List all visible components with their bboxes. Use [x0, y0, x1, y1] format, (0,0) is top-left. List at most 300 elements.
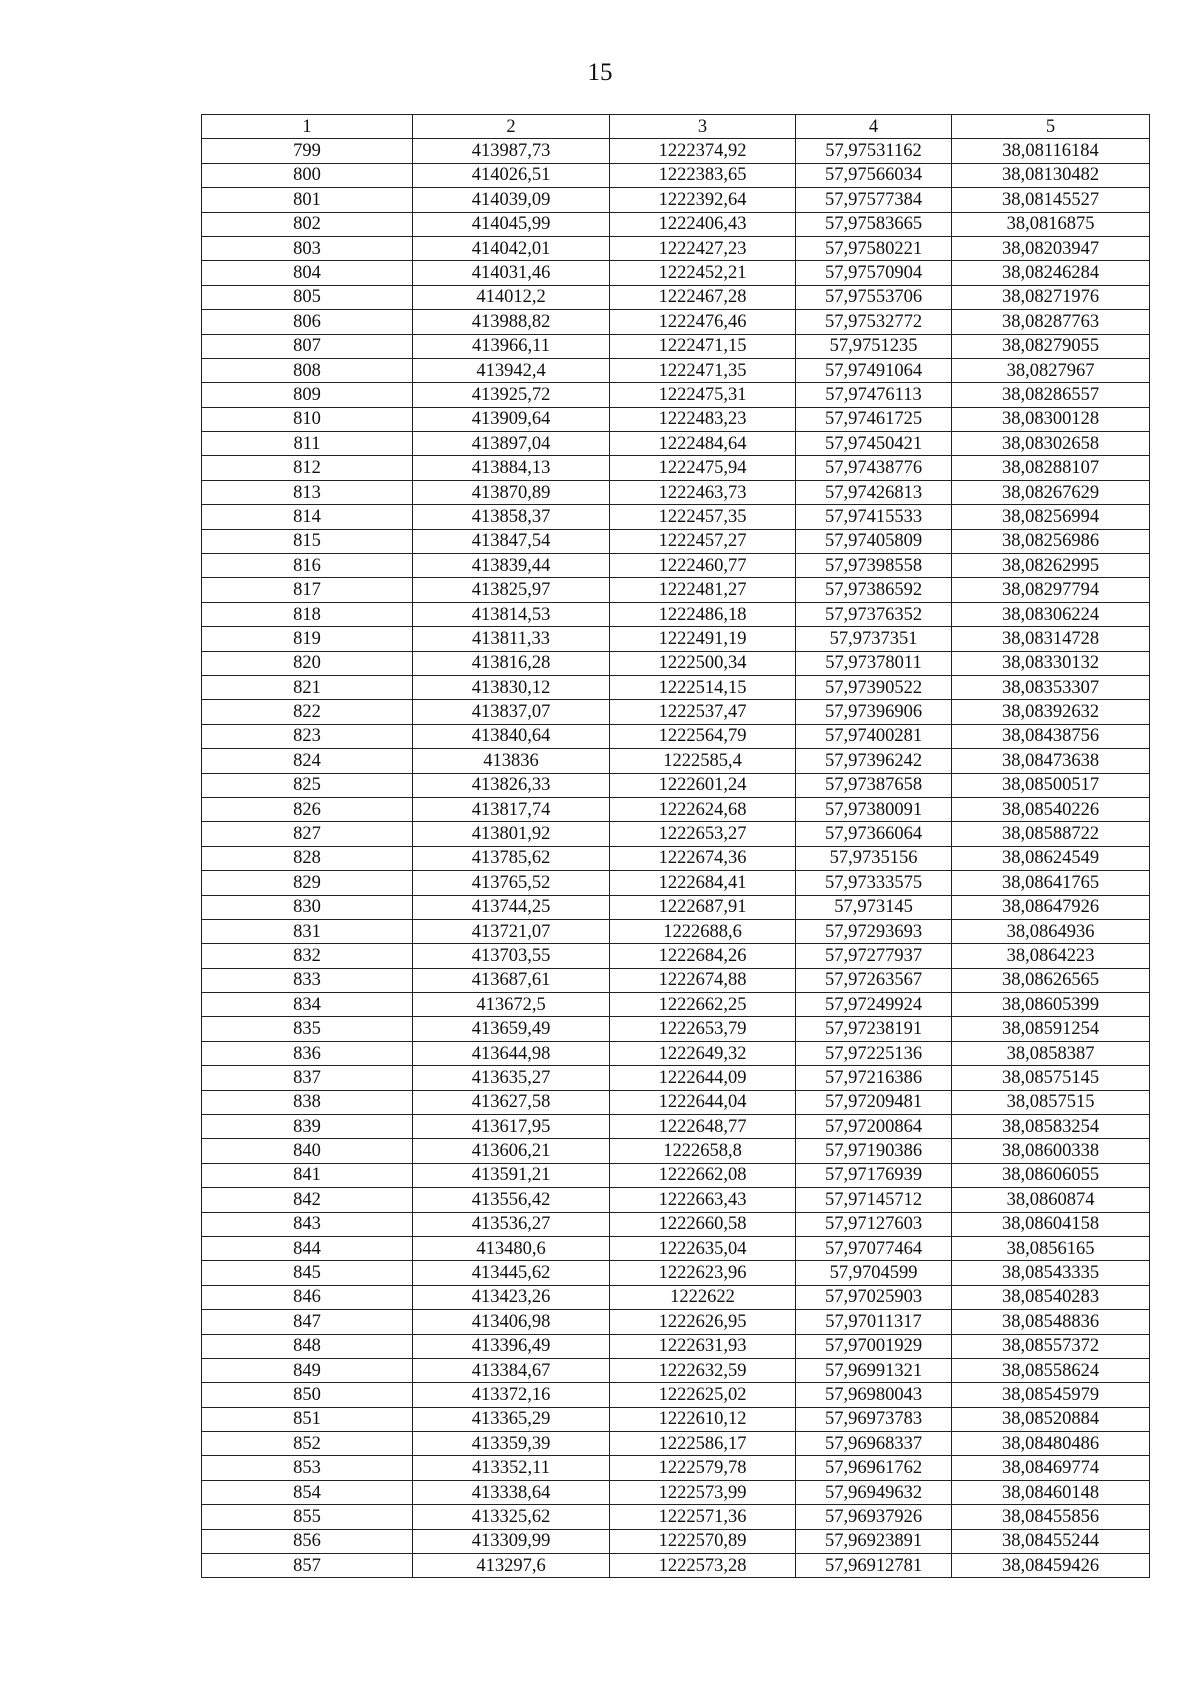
point-number-cell: 849	[202, 1358, 413, 1382]
latitude-cell: 57,9704599	[796, 1261, 952, 1285]
table-row	[202, 1285, 1150, 1309]
x-coordinate-cell: 413840,64	[413, 724, 610, 748]
x-coordinate-cell: 413556,42	[413, 1188, 610, 1212]
x-coordinate-cell: 413591,21	[413, 1163, 610, 1187]
table-row	[202, 334, 1150, 358]
longitude-cell: 38,0864936	[952, 919, 1150, 943]
point-number-cell: 819	[202, 627, 413, 651]
point-number-cell: 804	[202, 261, 413, 285]
table-row	[202, 1407, 1150, 1431]
point-number-cell: 837	[202, 1066, 413, 1090]
latitude-cell: 57,97127603	[796, 1212, 952, 1236]
longitude-cell: 38,08438756	[952, 724, 1150, 748]
table-row	[202, 529, 1150, 553]
table-row	[202, 968, 1150, 992]
table-row	[202, 578, 1150, 602]
table-row	[202, 1017, 1150, 1041]
x-coordinate-cell: 414012,2	[413, 285, 610, 309]
table-row	[202, 675, 1150, 699]
longitude-cell: 38,08330132	[952, 651, 1150, 675]
point-number-cell: 810	[202, 407, 413, 431]
latitude-cell: 57,973145	[796, 895, 952, 919]
latitude-cell: 57,97566034	[796, 163, 952, 187]
latitude-cell: 57,97577384	[796, 188, 952, 212]
y-coordinate-cell: 1222688,6	[610, 919, 796, 943]
column-header: 2	[413, 115, 610, 139]
latitude-cell: 57,96949632	[796, 1480, 952, 1504]
longitude-cell: 38,0858387	[952, 1041, 1150, 1065]
point-number-cell: 845	[202, 1261, 413, 1285]
longitude-cell: 38,08605399	[952, 993, 1150, 1017]
y-coordinate-cell: 1222631,93	[610, 1334, 796, 1358]
table-body	[202, 139, 1150, 1578]
point-number-cell: 844	[202, 1236, 413, 1260]
x-coordinate-cell: 413785,62	[413, 846, 610, 870]
longitude-cell: 38,08455856	[952, 1505, 1150, 1529]
point-number-cell: 802	[202, 212, 413, 236]
table-row	[202, 1139, 1150, 1163]
x-coordinate-cell: 413635,27	[413, 1066, 610, 1090]
y-coordinate-cell: 1222626,95	[610, 1310, 796, 1334]
latitude-cell: 57,97461725	[796, 407, 952, 431]
longitude-cell: 38,08459426	[952, 1554, 1150, 1578]
y-coordinate-cell: 1222537,47	[610, 700, 796, 724]
y-coordinate-cell: 1222471,15	[610, 334, 796, 358]
y-coordinate-cell: 1222500,34	[610, 651, 796, 675]
longitude-cell: 38,08647926	[952, 895, 1150, 919]
table-row	[202, 1115, 1150, 1139]
latitude-cell: 57,97415533	[796, 505, 952, 529]
longitude-cell: 38,08540283	[952, 1285, 1150, 1309]
point-number-cell: 821	[202, 675, 413, 699]
longitude-cell: 38,08480486	[952, 1432, 1150, 1456]
latitude-cell: 57,97532772	[796, 310, 952, 334]
point-number-cell: 801	[202, 188, 413, 212]
table-row	[202, 188, 1150, 212]
y-coordinate-cell: 1222427,23	[610, 236, 796, 260]
point-number-cell: 813	[202, 480, 413, 504]
table-row	[202, 139, 1150, 163]
y-coordinate-cell: 1222481,27	[610, 578, 796, 602]
longitude-cell: 38,08604158	[952, 1212, 1150, 1236]
longitude-cell: 38,08540226	[952, 797, 1150, 821]
point-number-cell: 820	[202, 651, 413, 675]
x-coordinate-cell: 413817,74	[413, 797, 610, 821]
latitude-cell: 57,97380091	[796, 797, 952, 821]
column-header: 3	[610, 115, 796, 139]
point-number-cell: 840	[202, 1139, 413, 1163]
point-number-cell: 843	[202, 1212, 413, 1236]
y-coordinate-cell: 1222622	[610, 1285, 796, 1309]
table-row	[202, 1456, 1150, 1480]
point-number-cell: 817	[202, 578, 413, 602]
y-coordinate-cell: 1222610,12	[610, 1407, 796, 1431]
y-coordinate-cell: 1222467,28	[610, 285, 796, 309]
latitude-cell: 57,96937926	[796, 1505, 952, 1529]
x-coordinate-cell: 413659,49	[413, 1017, 610, 1041]
column-header: 1	[202, 115, 413, 139]
latitude-cell: 57,96961762	[796, 1456, 952, 1480]
latitude-cell: 57,97583665	[796, 212, 952, 236]
x-coordinate-cell: 414045,99	[413, 212, 610, 236]
latitude-cell: 57,96912781	[796, 1554, 952, 1578]
point-number-cell: 808	[202, 358, 413, 382]
point-number-cell: 800	[202, 163, 413, 187]
y-coordinate-cell: 1222653,79	[610, 1017, 796, 1041]
x-coordinate-cell: 413884,13	[413, 456, 610, 480]
y-coordinate-cell: 1222579,78	[610, 1456, 796, 1480]
point-number-cell: 833	[202, 968, 413, 992]
latitude-cell: 57,97293693	[796, 919, 952, 943]
point-number-cell: 815	[202, 529, 413, 553]
x-coordinate-cell: 413830,12	[413, 675, 610, 699]
x-coordinate-cell: 413644,98	[413, 1041, 610, 1065]
latitude-cell: 57,97405809	[796, 529, 952, 553]
point-number-cell: 838	[202, 1090, 413, 1114]
x-coordinate-cell: 413396,49	[413, 1334, 610, 1358]
y-coordinate-cell: 1222648,77	[610, 1115, 796, 1139]
longitude-cell: 38,08267629	[952, 480, 1150, 504]
y-coordinate-cell: 1222624,68	[610, 797, 796, 821]
table-row	[202, 1383, 1150, 1407]
y-coordinate-cell: 1222491,19	[610, 627, 796, 651]
longitude-cell: 38,08262995	[952, 554, 1150, 578]
y-coordinate-cell: 1222573,99	[610, 1480, 796, 1504]
x-coordinate-cell: 413847,54	[413, 529, 610, 553]
table-row	[202, 505, 1150, 529]
x-coordinate-cell: 413406,98	[413, 1310, 610, 1334]
y-coordinate-cell: 1222663,43	[610, 1188, 796, 1212]
table-row	[202, 1310, 1150, 1334]
y-coordinate-cell: 1222457,27	[610, 529, 796, 553]
latitude-cell: 57,9735156	[796, 846, 952, 870]
latitude-cell: 57,97450421	[796, 432, 952, 456]
table-row	[202, 1480, 1150, 1504]
latitude-cell: 57,97398558	[796, 554, 952, 578]
longitude-cell: 38,08591254	[952, 1017, 1150, 1041]
table-row	[202, 700, 1150, 724]
point-number-cell: 824	[202, 749, 413, 773]
column-header: 4	[796, 115, 952, 139]
table-row	[202, 1432, 1150, 1456]
longitude-cell: 38,08286557	[952, 383, 1150, 407]
table-row	[202, 1554, 1150, 1578]
point-number-cell: 848	[202, 1334, 413, 1358]
point-number-cell: 828	[202, 846, 413, 870]
table-row	[202, 1236, 1150, 1260]
x-coordinate-cell: 414031,46	[413, 261, 610, 285]
x-coordinate-cell: 413837,07	[413, 700, 610, 724]
table-row	[202, 846, 1150, 870]
latitude-cell: 57,97438776	[796, 456, 952, 480]
x-coordinate-cell: 413765,52	[413, 871, 610, 895]
x-coordinate-cell: 413309,99	[413, 1529, 610, 1553]
longitude-cell: 38,08279055	[952, 334, 1150, 358]
latitude-cell: 57,97400281	[796, 724, 952, 748]
table-row	[202, 919, 1150, 943]
x-coordinate-cell: 413836	[413, 749, 610, 773]
latitude-cell: 57,97476113	[796, 383, 952, 407]
latitude-cell: 57,97386592	[796, 578, 952, 602]
point-number-cell: 831	[202, 919, 413, 943]
table-row	[202, 822, 1150, 846]
y-coordinate-cell: 1222564,79	[610, 724, 796, 748]
table-row	[202, 773, 1150, 797]
latitude-cell: 57,97366064	[796, 822, 952, 846]
x-coordinate-cell: 413627,58	[413, 1090, 610, 1114]
longitude-cell: 38,08600338	[952, 1139, 1150, 1163]
x-coordinate-cell: 413384,67	[413, 1358, 610, 1382]
x-coordinate-cell: 413811,33	[413, 627, 610, 651]
latitude-cell: 57,97209481	[796, 1090, 952, 1114]
table-row	[202, 383, 1150, 407]
latitude-cell: 57,97396242	[796, 749, 952, 773]
latitude-cell: 57,97491064	[796, 358, 952, 382]
table-row	[202, 1188, 1150, 1212]
point-number-cell: 832	[202, 944, 413, 968]
y-coordinate-cell: 1222486,18	[610, 602, 796, 626]
latitude-cell: 57,97570904	[796, 261, 952, 285]
point-number-cell: 807	[202, 334, 413, 358]
x-coordinate-cell: 413536,27	[413, 1212, 610, 1236]
table-row	[202, 285, 1150, 309]
y-coordinate-cell: 1222483,23	[610, 407, 796, 431]
y-coordinate-cell: 1222383,65	[610, 163, 796, 187]
point-number-cell: 851	[202, 1407, 413, 1431]
longitude-cell: 38,08626565	[952, 968, 1150, 992]
point-number-cell: 827	[202, 822, 413, 846]
y-coordinate-cell: 1222571,36	[610, 1505, 796, 1529]
x-coordinate-cell: 413942,4	[413, 358, 610, 382]
y-coordinate-cell: 1222570,89	[610, 1529, 796, 1553]
longitude-cell: 38,08543335	[952, 1261, 1150, 1285]
latitude-cell: 57,97011317	[796, 1310, 952, 1334]
table-row	[202, 163, 1150, 187]
point-number-cell: 799	[202, 139, 413, 163]
longitude-cell: 38,08130482	[952, 163, 1150, 187]
x-coordinate-cell: 413814,53	[413, 602, 610, 626]
y-coordinate-cell: 1222644,04	[610, 1090, 796, 1114]
latitude-cell: 57,97263567	[796, 968, 952, 992]
x-coordinate-cell: 413870,89	[413, 480, 610, 504]
latitude-cell: 57,97376352	[796, 602, 952, 626]
x-coordinate-cell: 413423,26	[413, 1285, 610, 1309]
point-number-cell: 811	[202, 432, 413, 456]
point-number-cell: 850	[202, 1383, 413, 1407]
y-coordinate-cell: 1222658,8	[610, 1139, 796, 1163]
longitude-cell: 38,08545979	[952, 1383, 1150, 1407]
y-coordinate-cell: 1222662,08	[610, 1163, 796, 1187]
point-number-cell: 835	[202, 1017, 413, 1041]
table-row	[202, 749, 1150, 773]
x-coordinate-cell: 413365,29	[413, 1407, 610, 1431]
longitude-cell: 38,08287763	[952, 310, 1150, 334]
point-number-cell: 853	[202, 1456, 413, 1480]
y-coordinate-cell: 1222623,96	[610, 1261, 796, 1285]
latitude-cell: 57,97145712	[796, 1188, 952, 1212]
y-coordinate-cell: 1222662,25	[610, 993, 796, 1017]
y-coordinate-cell: 1222471,35	[610, 358, 796, 382]
y-coordinate-cell: 1222476,46	[610, 310, 796, 334]
point-number-cell: 846	[202, 1285, 413, 1309]
point-number-cell: 830	[202, 895, 413, 919]
table-row	[202, 236, 1150, 260]
x-coordinate-cell: 413966,11	[413, 334, 610, 358]
latitude-cell: 57,96980043	[796, 1383, 952, 1407]
latitude-cell: 57,97387658	[796, 773, 952, 797]
y-coordinate-cell: 1222684,26	[610, 944, 796, 968]
table-row	[202, 1212, 1150, 1236]
y-coordinate-cell: 1222475,31	[610, 383, 796, 407]
point-number-cell: 825	[202, 773, 413, 797]
latitude-cell: 57,97200864	[796, 1115, 952, 1139]
table-row	[202, 871, 1150, 895]
longitude-cell: 38,08116184	[952, 139, 1150, 163]
longitude-cell: 38,08641765	[952, 871, 1150, 895]
y-coordinate-cell: 1222460,77	[610, 554, 796, 578]
latitude-cell: 57,97277937	[796, 944, 952, 968]
point-number-cell: 818	[202, 602, 413, 626]
longitude-cell: 38,08145527	[952, 188, 1150, 212]
longitude-cell: 38,08575145	[952, 1066, 1150, 1090]
table-row	[202, 1358, 1150, 1382]
table-row	[202, 1041, 1150, 1065]
table-row	[202, 1066, 1150, 1090]
table-header-row	[202, 115, 1150, 139]
point-number-cell: 856	[202, 1529, 413, 1553]
y-coordinate-cell: 1222660,58	[610, 1212, 796, 1236]
latitude-cell: 57,97333575	[796, 871, 952, 895]
table-row	[202, 310, 1150, 334]
point-number-cell: 852	[202, 1432, 413, 1456]
latitude-cell: 57,97025903	[796, 1285, 952, 1309]
latitude-cell: 57,97225136	[796, 1041, 952, 1065]
y-coordinate-cell: 1222374,92	[610, 139, 796, 163]
latitude-cell: 57,97426813	[796, 480, 952, 504]
x-coordinate-cell: 414026,51	[413, 163, 610, 187]
point-number-cell: 822	[202, 700, 413, 724]
table-row	[202, 407, 1150, 431]
longitude-cell: 38,08460148	[952, 1480, 1150, 1504]
latitude-cell: 57,97580221	[796, 236, 952, 260]
point-number-cell: 806	[202, 310, 413, 334]
table-row	[202, 651, 1150, 675]
table-row	[202, 1505, 1150, 1529]
table-row	[202, 261, 1150, 285]
longitude-cell: 38,08271976	[952, 285, 1150, 309]
longitude-cell: 38,08548836	[952, 1310, 1150, 1334]
longitude-cell: 38,08246284	[952, 261, 1150, 285]
y-coordinate-cell: 1222585,4	[610, 749, 796, 773]
table-row	[202, 212, 1150, 236]
x-coordinate-cell: 413816,28	[413, 651, 610, 675]
table-row	[202, 627, 1150, 651]
table-row	[202, 1261, 1150, 1285]
latitude-cell: 57,97390522	[796, 675, 952, 699]
point-number-cell: 826	[202, 797, 413, 821]
latitude-cell: 57,97077464	[796, 1236, 952, 1260]
longitude-cell: 38,0856165	[952, 1236, 1150, 1260]
longitude-cell: 38,08256994	[952, 505, 1150, 529]
latitude-cell: 57,97216386	[796, 1066, 952, 1090]
longitude-cell: 38,08306224	[952, 602, 1150, 626]
longitude-cell: 38,08297794	[952, 578, 1150, 602]
longitude-cell: 38,08473638	[952, 749, 1150, 773]
x-coordinate-cell: 413672,5	[413, 993, 610, 1017]
x-coordinate-cell: 413858,37	[413, 505, 610, 529]
y-coordinate-cell: 1222573,28	[610, 1554, 796, 1578]
point-number-cell: 855	[202, 1505, 413, 1529]
longitude-cell: 38,0816875	[952, 212, 1150, 236]
longitude-cell: 38,0857515	[952, 1090, 1150, 1114]
point-number-cell: 854	[202, 1480, 413, 1504]
point-number-cell: 812	[202, 456, 413, 480]
latitude-cell: 57,96991321	[796, 1358, 952, 1382]
table-row	[202, 724, 1150, 748]
x-coordinate-cell: 413988,82	[413, 310, 610, 334]
latitude-cell: 57,96968337	[796, 1432, 952, 1456]
latitude-cell: 57,96923891	[796, 1529, 952, 1553]
point-number-cell: 839	[202, 1115, 413, 1139]
y-coordinate-cell: 1222484,64	[610, 432, 796, 456]
latitude-cell: 57,9751235	[796, 334, 952, 358]
longitude-cell: 38,08300128	[952, 407, 1150, 431]
point-number-cell: 829	[202, 871, 413, 895]
point-number-cell: 803	[202, 236, 413, 260]
x-coordinate-cell: 413606,21	[413, 1139, 610, 1163]
latitude-cell: 57,97553706	[796, 285, 952, 309]
y-coordinate-cell: 1222649,32	[610, 1041, 796, 1065]
coordinates-table	[201, 114, 1150, 1578]
point-number-cell: 834	[202, 993, 413, 1017]
longitude-cell: 38,0864223	[952, 944, 1150, 968]
y-coordinate-cell: 1222644,09	[610, 1066, 796, 1090]
x-coordinate-cell: 413744,25	[413, 895, 610, 919]
y-coordinate-cell: 1222475,94	[610, 456, 796, 480]
x-coordinate-cell: 413826,33	[413, 773, 610, 797]
latitude-cell: 57,96973783	[796, 1407, 952, 1431]
table-row	[202, 1334, 1150, 1358]
table-row	[202, 1163, 1150, 1187]
x-coordinate-cell: 413897,04	[413, 432, 610, 456]
y-coordinate-cell: 1222586,17	[610, 1432, 796, 1456]
y-coordinate-cell: 1222463,73	[610, 480, 796, 504]
table-row	[202, 944, 1150, 968]
point-number-cell: 823	[202, 724, 413, 748]
longitude-cell: 38,08353307	[952, 675, 1150, 699]
y-coordinate-cell: 1222514,15	[610, 675, 796, 699]
longitude-cell: 38,08557372	[952, 1334, 1150, 1358]
x-coordinate-cell: 414039,09	[413, 188, 610, 212]
latitude-cell: 57,97396906	[796, 700, 952, 724]
x-coordinate-cell: 413445,62	[413, 1261, 610, 1285]
table-row	[202, 358, 1150, 382]
x-coordinate-cell: 413839,44	[413, 554, 610, 578]
longitude-cell: 38,08500517	[952, 773, 1150, 797]
table-row	[202, 895, 1150, 919]
table-row	[202, 797, 1150, 821]
table-row	[202, 1090, 1150, 1114]
y-coordinate-cell: 1222632,59	[610, 1358, 796, 1382]
longitude-cell: 38,08583254	[952, 1115, 1150, 1139]
y-coordinate-cell: 1222457,35	[610, 505, 796, 529]
longitude-cell: 38,08520884	[952, 1407, 1150, 1431]
table-row	[202, 993, 1150, 1017]
point-number-cell: 814	[202, 505, 413, 529]
x-coordinate-cell: 413352,11	[413, 1456, 610, 1480]
y-coordinate-cell: 1222635,04	[610, 1236, 796, 1260]
table-row	[202, 480, 1150, 504]
